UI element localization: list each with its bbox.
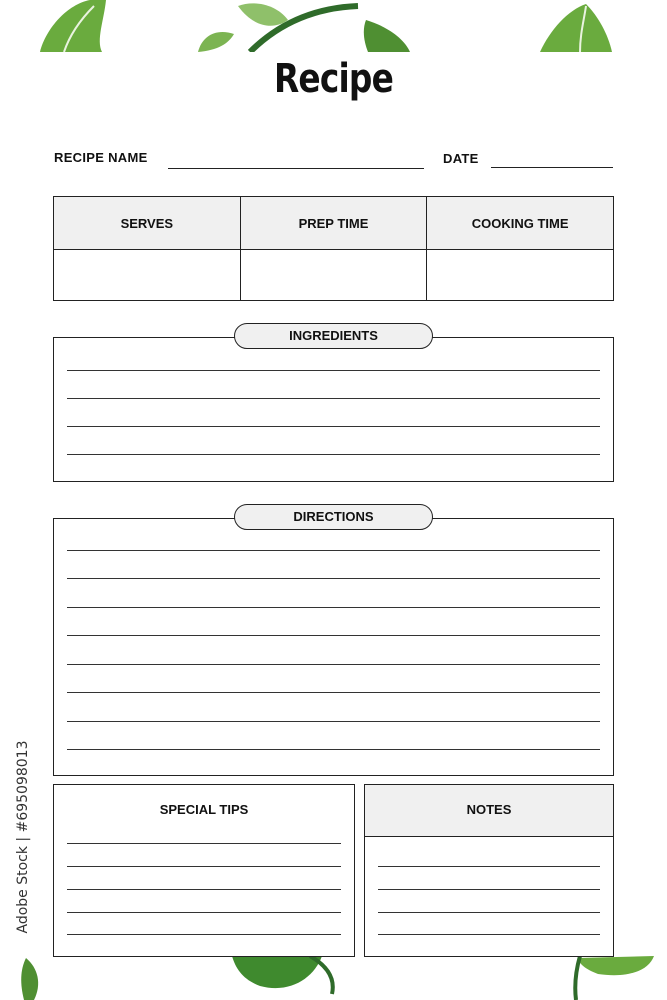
ingredients-line[interactable] bbox=[67, 454, 600, 455]
special-tips-line[interactable] bbox=[67, 866, 341, 867]
directions-line[interactable] bbox=[67, 721, 600, 722]
page-title: Recipe bbox=[273, 56, 394, 102]
ingredients-line[interactable] bbox=[67, 398, 600, 399]
directions-box bbox=[53, 518, 614, 776]
notes-line[interactable] bbox=[378, 912, 600, 913]
special-tips-line[interactable] bbox=[67, 934, 341, 935]
ingredients-line[interactable] bbox=[67, 426, 600, 427]
recipe-meta-table bbox=[53, 196, 614, 301]
stock-watermark-text: Adobe Stock | #695098013 bbox=[15, 740, 31, 934]
prep-time-header: PREP TIME bbox=[240, 197, 427, 250]
special-tips-line[interactable] bbox=[67, 843, 341, 844]
special-tips-line[interactable] bbox=[67, 889, 341, 890]
special-tips-heading: SPECIAL TIPS bbox=[159, 802, 249, 817]
notes-line[interactable] bbox=[378, 889, 600, 890]
serves-cell[interactable] bbox=[54, 250, 241, 301]
ingredients-line[interactable] bbox=[67, 370, 600, 371]
directions-line[interactable] bbox=[67, 550, 600, 551]
recipe-name-label: RECIPE NAME bbox=[54, 150, 148, 165]
directions-line[interactable] bbox=[67, 749, 600, 750]
directions-heading: DIRECTIONS bbox=[234, 504, 433, 530]
directions-line[interactable] bbox=[67, 607, 600, 608]
cooking-time-cell[interactable] bbox=[427, 250, 614, 301]
notes-box bbox=[364, 784, 614, 957]
leaf-bottom-center-icon bbox=[232, 956, 342, 1000]
leaf-bottom-right-icon bbox=[566, 956, 656, 1000]
prep-time-cell[interactable] bbox=[240, 250, 427, 301]
ingredients-box bbox=[53, 337, 614, 482]
special-tips-line[interactable] bbox=[67, 912, 341, 913]
directions-line[interactable] bbox=[67, 664, 600, 665]
directions-line[interactable] bbox=[67, 692, 600, 693]
ingredients-heading: INGREDIENTS bbox=[234, 323, 433, 349]
notes-heading: NOTES bbox=[466, 802, 512, 817]
stock-watermark bbox=[13, 740, 33, 934]
leaf-top-right-icon bbox=[540, 4, 614, 52]
cooking-time-header: COOKING TIME bbox=[427, 197, 614, 250]
leaf-top-left-icon bbox=[38, 0, 108, 52]
serves-header: SERVES bbox=[54, 197, 241, 250]
leaf-bottom-left-icon bbox=[20, 958, 44, 1000]
notes-line[interactable] bbox=[378, 934, 600, 935]
directions-line[interactable] bbox=[67, 578, 600, 579]
leaf-top-center-icon bbox=[198, 0, 412, 52]
notes-line[interactable] bbox=[378, 866, 600, 867]
recipe-name-field[interactable] bbox=[168, 168, 424, 169]
date-field[interactable] bbox=[491, 167, 613, 168]
directions-line[interactable] bbox=[67, 635, 600, 636]
date-label: DATE bbox=[443, 151, 479, 166]
special-tips-box bbox=[53, 784, 355, 957]
